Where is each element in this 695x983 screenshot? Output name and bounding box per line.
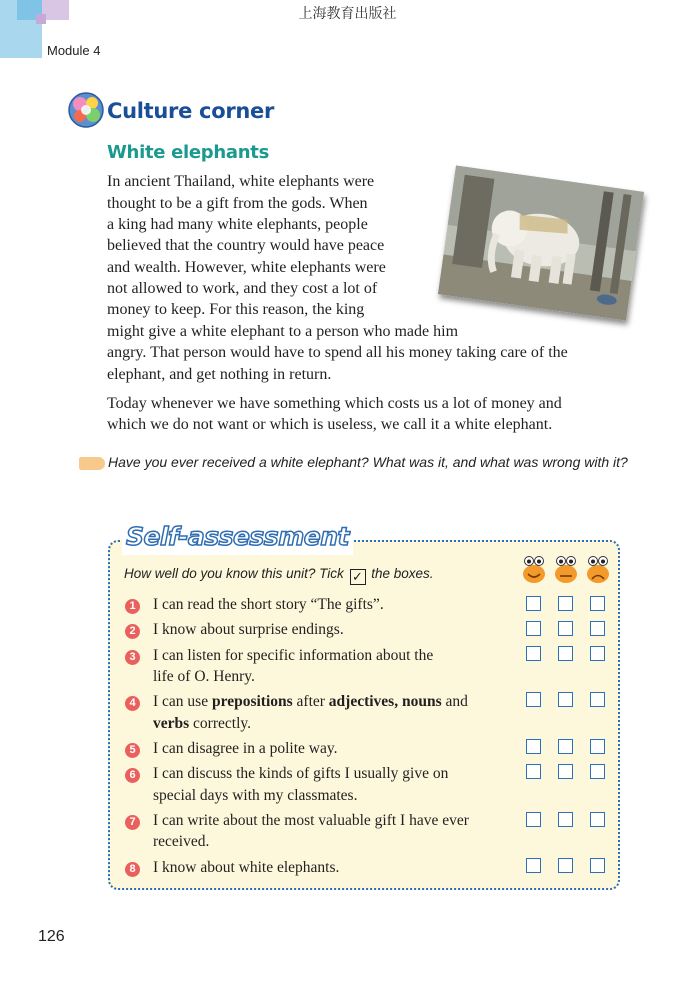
checkbox-good[interactable]: [526, 621, 541, 636]
item-number: 7: [125, 815, 140, 830]
item-number: 3: [125, 650, 140, 665]
item-text: I can write about the most valuable gift I have ever: [153, 812, 469, 829]
item-text: I know about white elephants.: [153, 859, 340, 876]
prompt-text: the boxes.: [371, 566, 434, 581]
text-line: which we do not want or which is useless, we call it a white elephant.: [107, 416, 553, 433]
checkbox-poor[interactable]: [590, 858, 605, 873]
happy-face-icon: [522, 556, 546, 584]
checkbox-poor[interactable]: [590, 692, 605, 707]
checkbox-ok[interactable]: [558, 596, 573, 611]
text-run: I can use: [153, 693, 212, 710]
checkbox-good[interactable]: [526, 858, 541, 873]
text-line: believed that the country would have peace: [107, 237, 385, 254]
text-line: Today whenever we have something which costs us a lot of money and: [107, 395, 562, 412]
checkbox-good[interactable]: [526, 812, 541, 827]
text-run: and: [441, 693, 468, 710]
discussion-question: Have you ever received a white elephant? What was it, and what was wrong with it?: [108, 454, 628, 470]
text-line: In ancient Thailand, white elephants were: [107, 173, 375, 190]
checkbox-poor[interactable]: [590, 812, 605, 827]
item-number: 6: [125, 768, 140, 783]
checkbox-poor[interactable]: [590, 621, 605, 636]
text-run-bold: prepositions: [211, 693, 293, 710]
checkbox-good[interactable]: [526, 646, 541, 661]
item-text: I know about surprise endings.: [153, 621, 344, 638]
item-text: I can discuss the kinds of gifts I usually give on: [153, 765, 449, 782]
item-text: [153, 715, 251, 733]
item-number: 5: [125, 743, 140, 758]
checkbox-poor[interactable]: [590, 764, 605, 779]
item-text: [153, 693, 468, 711]
self-assessment-prompt: [124, 566, 434, 585]
item-text: I can listen for specific information about the: [153, 647, 434, 664]
sad-face-icon: [586, 556, 610, 584]
checkbox-ok[interactable]: [558, 764, 573, 779]
checkbox-ok[interactable]: [558, 858, 573, 873]
page-number: 126: [38, 928, 65, 945]
white-elephant-photo: [438, 165, 644, 320]
text-line: and wealth. However, white elephants were: [107, 259, 386, 276]
checkbox-ok[interactable]: [558, 646, 573, 661]
item-text: special days with my classmates.: [153, 787, 358, 804]
article-title: White elephants: [107, 142, 269, 163]
text-run-bold: adjectives, nouns: [328, 693, 442, 710]
text-line: not allowed to work, and they cost a lot of: [107, 280, 378, 297]
checkbox-poor[interactable]: [590, 739, 605, 754]
checkbox-good[interactable]: [526, 692, 541, 707]
checkbox-ok[interactable]: [558, 739, 573, 754]
checkbox-ok[interactable]: [558, 692, 573, 707]
checkbox-good[interactable]: [526, 596, 541, 611]
text-run: after: [292, 693, 329, 710]
checkbox-good[interactable]: [526, 739, 541, 754]
prompt-text: How well do you know this unit? Tick: [124, 566, 344, 581]
text-line: elephant, and get nothing in return.: [107, 366, 332, 383]
text-line: might give a white elephant to a person who made him: [107, 323, 459, 340]
text-line: money to keep. For this reason, the king: [107, 301, 365, 318]
tick-example-icon: ✓: [350, 569, 366, 585]
module-label: Module 4: [47, 43, 101, 58]
checkbox-ok[interactable]: [558, 621, 573, 636]
item-number: 2: [125, 624, 140, 639]
text-line: a king had many white elephants, people: [107, 216, 368, 233]
item-text: life of O. Henry.: [153, 668, 255, 685]
checkbox-good[interactable]: [526, 764, 541, 779]
publisher-header: 上海教育出版社: [298, 6, 397, 22]
self-assessment-title: Self-assessment: [122, 519, 353, 555]
text-run-bold: verbs: [153, 715, 190, 732]
section-title: Culture corner: [107, 99, 275, 123]
culture-corner-icon: [68, 92, 104, 128]
text-line: angry. That person would have to spend all his money taking care of the: [107, 344, 568, 361]
item-text: I can read the short story “The gifts”.: [153, 596, 384, 613]
item-text: received.: [153, 833, 210, 850]
checkbox-ok[interactable]: [558, 812, 573, 827]
text-line: thought to be a gift from the gods. When: [107, 195, 368, 212]
neutral-face-icon: [554, 556, 578, 584]
question-marker: [79, 457, 105, 470]
text-run: correctly.: [189, 715, 251, 732]
item-number: 1: [125, 599, 140, 614]
item-text: I can disagree in a polite way.: [153, 740, 338, 757]
checkbox-poor[interactable]: [590, 596, 605, 611]
item-number: 4: [125, 696, 140, 711]
item-number: 8: [125, 862, 140, 877]
checkbox-poor[interactable]: [590, 646, 605, 661]
